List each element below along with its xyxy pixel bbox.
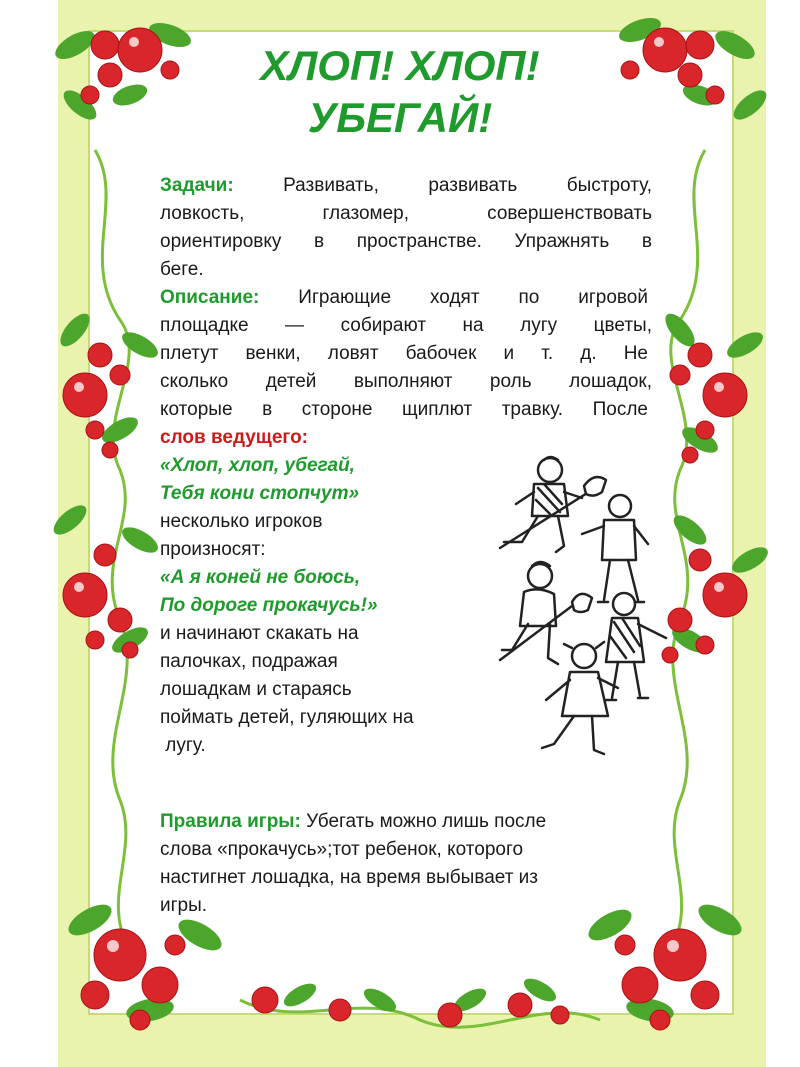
- rules-line2: слова «прокачусь»;тот ребенок, которого: [160, 839, 524, 860]
- description-label: Описание:: [160, 287, 260, 308]
- page-title-line2: УБЕГАЙ!: [307, 94, 493, 141]
- description-line7: несколько игроков: [160, 511, 323, 532]
- rules-line3: настигнет лошадка, на время выбывает из: [160, 867, 539, 888]
- standing-child-4: [606, 593, 666, 700]
- description-line1: [160, 284, 648, 312]
- verse2-line2: По дороге прокачусь!»: [160, 595, 378, 616]
- tasks-line3: ориентировку в пространстве. Упражнять в: [160, 231, 652, 252]
- children-playing-illustration: [492, 452, 672, 770]
- tasks-text-1: Развивать, развивать быстроту,: [283, 175, 652, 196]
- page-title-line1: ХЛОП! ХЛОП!: [260, 42, 540, 89]
- verse1-line2: Тебя кони стопчут»: [160, 483, 360, 504]
- description-line12: поймать детей, гуляющих на: [160, 707, 414, 728]
- rules-label: Правила игры:: [160, 811, 301, 832]
- running-child-2: [582, 495, 648, 602]
- description-line11: лошадкам и стараясь: [160, 679, 352, 700]
- description-line6: слов ведущего:: [160, 427, 309, 448]
- tasks-line1: [160, 172, 652, 200]
- description-line8: произносят:: [160, 539, 266, 560]
- rules-line1: [160, 808, 660, 836]
- description-line10: палочках, подражая: [160, 651, 338, 672]
- rules-line4: игры.: [160, 895, 208, 916]
- tasks-label: Задачи:: [160, 175, 234, 196]
- description-line2: площадке — собирают на лугу цветы,: [160, 315, 652, 336]
- description-line3: плетут венки, ловят бабочек и т. д. Не: [160, 343, 648, 364]
- description-line13: лугу.: [160, 735, 206, 756]
- child-on-stick-horse-1: [500, 457, 606, 552]
- tasks-line4: беге.: [160, 259, 204, 280]
- description-text-1: Играющие ходят по игровой: [298, 287, 648, 308]
- tasks-line2: ловкость, глазомер, совершенствовать: [160, 203, 652, 224]
- description-line5: которые в стороне щиплют травку. После: [160, 399, 648, 420]
- description-line9: и начинают скакать на: [160, 623, 359, 644]
- verse2-line1: «А я коней не боюсь,: [160, 567, 361, 588]
- description-line4: сколько детей выполняют роль лошадок,: [160, 371, 652, 392]
- verse1-line1: «Хлоп, хлоп, убегай,: [160, 455, 355, 476]
- rules-text-1: Убегать можно лишь после: [306, 811, 547, 832]
